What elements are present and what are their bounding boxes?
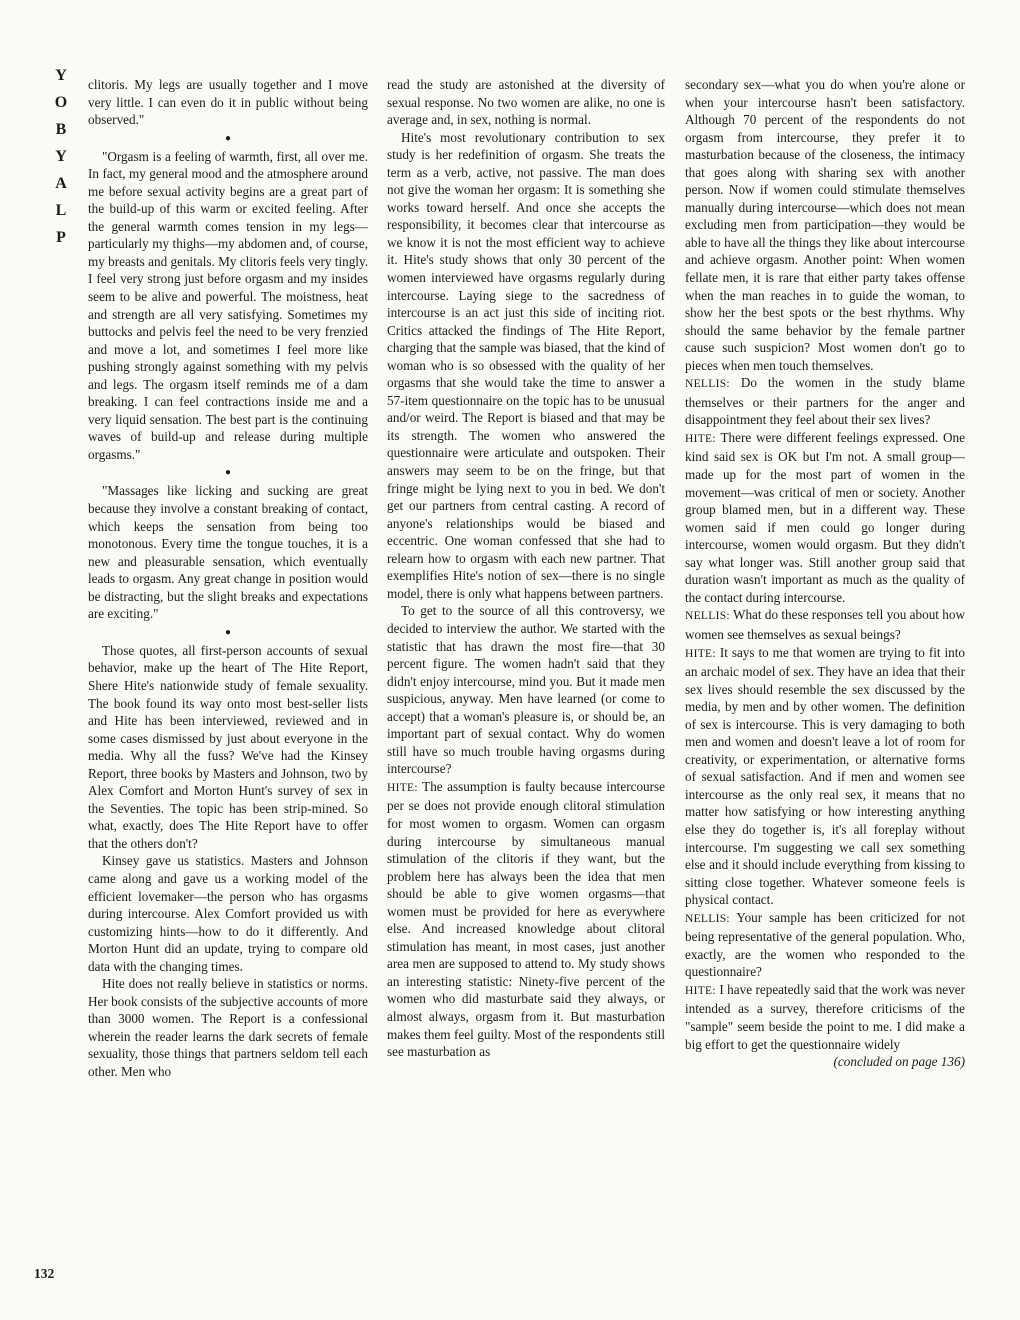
paragraph: read the study are astonished at the diversity of sexual response. No two women are alike, no one is average and, in sex, nothing is normal. <box>387 77 665 128</box>
logo-letter: B <box>55 121 67 138</box>
logo-letter: Y <box>55 148 67 165</box>
answer-text: There were different feelings expressed. One kind said sex is OK but I'm not. A small group—made up for the most part of women in the movement—was critical of men or society. Another group blamed men, but in a different way. These women said if men could go longer during intercourse, women would orgasm. But they didn't say what longer was. Still another group said that duration wasn't important as much as the quality of the contact during intercourse. <box>685 429 965 605</box>
paragraph: secondary sex—what you do when you're alone or when your intercourse hasn't been satisfactory. Although 70 percent of the respondents do not orgasm from intercourse, they prefer it to masturbation because of the closeness, the intimacy that goes along with sharing sex with another person. Now if women could stimulate themselves manually during intercourse—which does not mean excluding men from participation—they would be able to have all the things they like about intercourse and achieve orgasm. Another point: When women fellate men, it is rare that either party takes offense when the man reaches in to guide the woman, to show her the best spots or the best rhythms. Why should the same behavior by the female partner cause such suspicion? Most women don't go to pieces when men touch themselves. <box>685 77 965 373</box>
logo-letter: Y <box>55 67 67 84</box>
qa-answer <box>685 429 965 606</box>
logo-letter: L <box>55 202 67 219</box>
qa-question <box>685 374 965 429</box>
qa-answer <box>685 644 965 909</box>
paragraph: To get to the source of all this controversy, we decided to interview the author. We started with the statistic that has drawn the most fire—that 30 percent figure. The women hadn't said that they didn't enjoy intercourse, mind you. But it made men suspicious, anyway. Men have learned (or come to accept) that a woman's pleasure is, or should be, an important part of sexual contact. Why do women still have so much trouble having orgasms during intercourse? <box>387 603 665 777</box>
answer-text: I have repeatedly said that the work was never intended as a survey, therefore criticisms of the "sample" seem beside the point to me. I did make a big effort to get the questionnaire widely <box>685 981 965 1052</box>
speaker-label: HITE: <box>685 432 716 445</box>
paragraph: "Massages like licking and sucking are great because they involve a constant breaking of contact, which keeps the sensation from being too monotonous. Every time the tongue touches, it is a new and pleasurable sensation, which eventually leads to orgasm. Any great change in position would be distracting, but the slight breaks and expectations are exciting." <box>88 483 368 622</box>
column-1 <box>88 76 368 1081</box>
logo-letter: A <box>55 175 67 192</box>
paragraph: Hite does not really believe in statistics or norms. Her book consists of the subjective accounts of more than 3000 women. The Report is a confessional wherein the reader learns the dark secrets of female sexuality, those things that partners seldom tell each other. Men who <box>88 976 368 1079</box>
bullet-separator: ● <box>224 132 232 144</box>
paragraph: Those quotes, all first-person accounts of sexual behavior, make up the heart of The Hite Report, Shere Hite's nationwide study of female sexuality. The book found its way onto most best-seller lists and Hite has been interviewed, reviewed and in some cases dismissed by just about everyone in the media. Why all the fuss? We've had the Kinsey Report, three books by Masters and Johnson, two by Alex Comfort and Morton Hunt's survey of sex in the Seventies. The topic has been strip-mined. So what, exactly, does The Hite Report have to offer that the others don't? <box>88 642 368 851</box>
paragraph: clitoris. My legs are usually together and I move very little. I can even do it in public without being observed." <box>88 77 368 128</box>
speaker-label: HITE: <box>387 781 418 794</box>
speaker-label: NELLIS: <box>685 912 730 925</box>
bullet-separator: ● <box>224 467 232 479</box>
question-text: Do the women in the study blame themselves or their partners for the anger and disappointment they feel about their sex lives? <box>685 375 966 428</box>
logo-letter: P <box>56 229 66 246</box>
column-2 <box>387 76 665 1061</box>
speaker-label: HITE: <box>685 647 716 660</box>
speaker-label: NELLIS: <box>685 610 730 623</box>
page-number: 132 <box>34 1266 55 1281</box>
magazine-name-vertical <box>50 62 72 251</box>
speaker-label: HITE: <box>685 984 716 997</box>
question-text: What do these responses tell you about how women see themselves as sexual beings? <box>685 607 965 642</box>
logo-letter: O <box>54 94 68 111</box>
column-3 <box>685 76 965 1071</box>
qa-question <box>685 606 965 643</box>
answer-text: It says to me that women are trying to fit into an archaic model of sex. They have an idea that their sex lives should resemble the sex discussed by the media, by men and by other women. The definition of sex is intercourse. This is very damaging to both men and women and doesn't leave a lot of room for creativity, or experimentation, or alternative forms of sexual satisfaction. And if men and women see intercourse as the only real sex, it means that no matter how satisfying or how interesting anything else they do together is, it's all foreplay without intercourse. I'm suggesting we call sex something else and it should include everything from kissing to sitting close together. Whatever someone feels is physical contact. <box>685 644 965 908</box>
bullet-separator: ● <box>224 626 232 638</box>
paragraph: Kinsey gave us statistics. Masters and Johnson came along and gave us a working model of the efficient lovemaker—the person who has orgasms during intercourse. Alex Comfort provided us with customizing hints—how to do it differently. And Morton Hunt did an update, trying to compare old data with the changing times. <box>88 853 368 974</box>
paragraph: "Orgasm is a feeling of warmth, first, all over me. In fact, my general mood and the atmosphere around me before sexual activity begins are a great part of the build-up of this warm or excited feeling. After the general warmth comes tension in my legs—particularly my thighs—my abdomen and, of course, my breasts and genitals. My clitoris feels very tingly. I feel very strong just before orgasm and my insides seem to be alive and powerful. The moistness, heat and strength are all very satisfying. Sometimes my buttocks and pelvis feel the need to be very frenzied and move a lot, and sometimes I feel more like pushing strongly against something with my pelvis and legs. The orgasm itself reminds me of a dam breaking. I can feel contractions inside me and a very liquid sensation. The best part is the continuing waves of build-up and release during multiple orgasms." <box>88 148 368 462</box>
qa-answer <box>685 981 965 1053</box>
question-text: Your sample has been criticized for not being representative of the general population. Who, exactly, are the women who responded to the questionnaire? <box>685 909 965 980</box>
speaker-label: NELLIS: <box>685 378 730 391</box>
paragraph: Hite's most revolutionary contribution to sex study is her redefinition of orgasm. She treats the term as a verb, active, not passive. The man does not give the woman her orgasm: It is something she works toward herself. And once she accepts the responsibility, it becomes clear that intercourse as we know it is not the most efficient way to achieve it. Hite's study shows that only 30 percent of the women interviewed have orgasms regularly during intercourse. Laying siege to the sacredness of intercourse is an act just this side of inciting riot. Critics attacked the findings of The Hite Report, charging that the sample was biased, that the kind of woman who is so obsessed with the quality of her orgasms that she would take the time to answer a 57-item questionnaire on the topic has to be unusual and/or weird. The Report is biased and that may be its strength. The women who answered the questionnaire were articulate and outspoken. Their answers may seem to be on the fringe, but that fringe might be lying next to you in bed. We don't get our partners from central casting. A record of anyone's relationships would be biased and eccentric. One woman confessed that she had to relearn how to orgasm with each new partner. That exemplifies Hite's notion of sex—there is no single model, there is only what happens between partners. <box>387 129 665 601</box>
qa-answer <box>387 778 665 1061</box>
answer-text: The assumption is faulty because intercourse per se does not provide enough clitoral stimulation for most women to orgasm. Women can orgasm during intercourse by simultaneous manual stimulation of the clitoris if they want, but the problem here has always been the idea that men should be able to give women orgasms—that women must be provided for here as everywhere else. And increased knowledge about clitoral stimulation has meant, in most cases, just another area men are supposed to attend to. My study shows an interesting statistic: Ninety-five percent of the women who did masturbate said they always, or almost always, orgasm from it. But masturbation makes them feel guilty. Most of the respondents still see masturbation as <box>387 778 666 1060</box>
continuation-note: (concluded on page 136) <box>833 1054 965 1070</box>
qa-question <box>685 909 965 981</box>
